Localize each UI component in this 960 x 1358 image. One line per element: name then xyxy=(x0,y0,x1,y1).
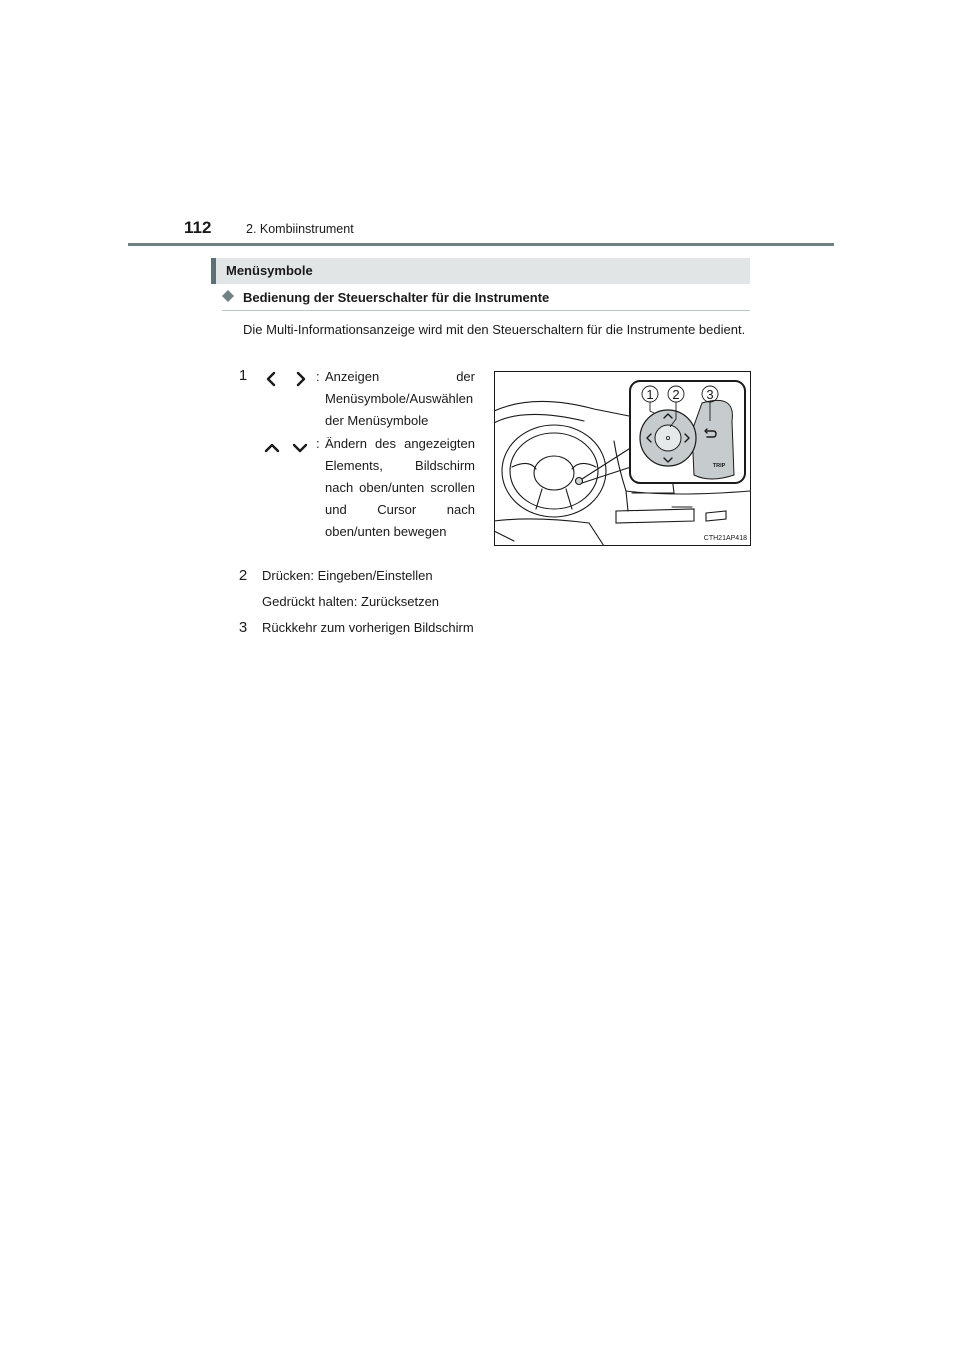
item-3-line-1: Rückkehr zum vorherigen Bildschirm xyxy=(262,620,474,635)
page-number: 112 xyxy=(184,218,212,237)
colon-separator: : xyxy=(316,369,320,384)
figure-code: CTH21AP418 xyxy=(703,535,747,542)
item-2-line-2: Gedrückt halten: Zurücksetzen xyxy=(262,594,440,609)
chevron-left-icon xyxy=(264,371,280,387)
callout-1: 1 xyxy=(646,387,654,402)
diamond-bullet-icon xyxy=(222,290,234,302)
steering-switch-illustration xyxy=(494,371,751,546)
subsection-rule xyxy=(222,310,750,311)
callout-2: 2 xyxy=(672,387,680,402)
trip-button-label: TRIP xyxy=(712,463,726,469)
chapter-title: 2. Kombiinstrument xyxy=(246,222,354,236)
callout-3: 3 xyxy=(706,387,714,402)
header-rule xyxy=(128,243,834,246)
intro-paragraph: Die Multi-Informationsanzeige wird mit den Steuerschaltern für die Instrumente bedient. xyxy=(243,322,746,337)
item-1-description-b: Ändern des angezeigten Elements, Bildschirm nach oben/unten scrollen und Cursor nach oben/unten bewegen xyxy=(325,436,475,539)
chevron-right-icon xyxy=(292,371,308,387)
item-2-line-1: Drücken: Eingeben/Einstellen xyxy=(262,568,433,583)
item-number-3 xyxy=(236,619,250,635)
chevron-down-icon xyxy=(292,440,308,456)
chevron-up-icon xyxy=(264,440,280,456)
colon-separator: : xyxy=(316,436,320,451)
section-title: Menüsymbole xyxy=(226,263,313,278)
svg-text:1: 1 xyxy=(238,367,248,383)
subsection-heading: Bedienung der Steuerschalter für die Instrumente xyxy=(243,290,550,305)
svg-text:3: 3 xyxy=(238,619,248,635)
svg-text:2: 2 xyxy=(238,567,248,583)
item-1-description-a: Anzeigen der Menüsymbole/Auswählen der Menüsymbole xyxy=(325,369,475,428)
item-number-2 xyxy=(236,567,250,583)
item-number-1 xyxy=(236,367,250,383)
